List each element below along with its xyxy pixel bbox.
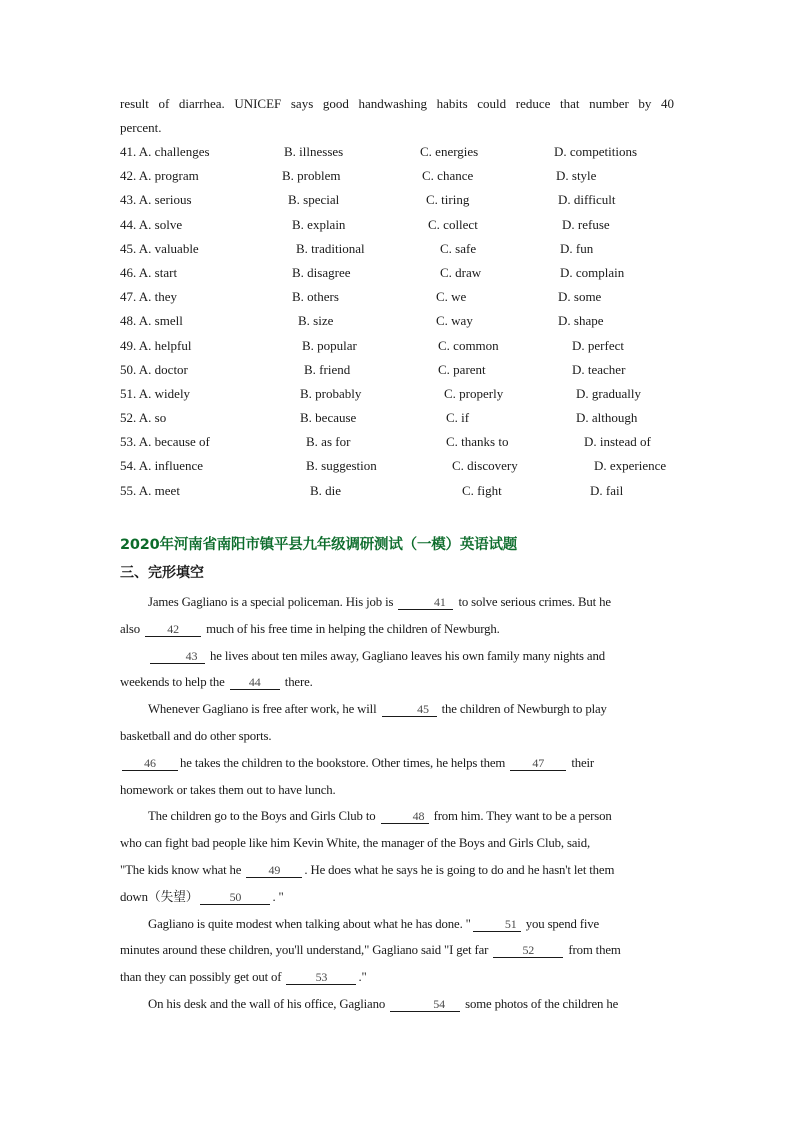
option-c: C. we — [436, 289, 467, 305]
blank-50: 50 — [200, 890, 270, 905]
cloze-passage — [120, 589, 674, 1018]
blank-48: 48 — [381, 809, 429, 824]
option-d: D. difficult — [558, 192, 616, 208]
blank-47: 47 — [510, 756, 566, 771]
blank-42: 42 — [145, 622, 201, 637]
option-c: C. chance — [422, 168, 474, 184]
option-b: B. popular — [302, 337, 357, 353]
option-b: B. die — [310, 482, 342, 498]
option-d: D. gradually — [576, 385, 641, 401]
passage-line: basketball and do other sports. — [120, 728, 272, 743]
question-row — [120, 261, 674, 285]
option-c: C. common — [438, 337, 499, 353]
option-b: B. friend — [304, 361, 351, 377]
option-c: C. thanks to — [446, 434, 509, 450]
option-b: B. others — [292, 289, 339, 305]
option-d: D. competitions — [554, 144, 638, 159]
option-a: 54. A. influence — [120, 458, 204, 474]
option-d: D. teacher — [572, 361, 626, 377]
option-b: B. suggestion — [306, 458, 377, 474]
blank-49: 49 — [246, 863, 302, 878]
blank-44: 44 — [230, 675, 280, 690]
option-a: 49. A. helpful — [120, 337, 192, 353]
option-a: 55. A. meet — [120, 482, 180, 498]
passage-line: homework or takes them out to have lunch. — [120, 782, 336, 797]
question-row — [120, 140, 674, 164]
question-row — [120, 358, 674, 382]
blank-46: 46 — [122, 756, 178, 771]
passage-line: James Gagliano is a special policeman. His job is 41 to solve serious crimes. But he — [148, 595, 611, 609]
option-b: B. traditional — [296, 240, 365, 256]
passage-line: minutes around these children, you'll understand," Gagliano said "I get far 52 from them — [120, 943, 621, 958]
option-a: 52. A. so — [120, 410, 167, 426]
option-a: 53. A. because of — [120, 434, 210, 450]
passage-line: On his desk and the wall of his office, Gagliano 54 some photos of the children he — [148, 996, 619, 1011]
option-b: B. disagree — [292, 264, 351, 280]
option-a: 44. A. solve — [120, 216, 183, 232]
question-row — [120, 406, 674, 430]
question-row — [120, 309, 674, 333]
option-b: B. probably — [300, 385, 362, 401]
option-a: 42. A. program — [120, 168, 199, 184]
option-d: D. although — [576, 410, 638, 426]
passage-line: 43 he lives about ten miles away, Gagliano leaves his own family many nights and — [120, 643, 674, 670]
intro-text — [120, 92, 674, 140]
option-a: 45. A. valuable — [120, 240, 199, 256]
passage-line: The children go to the Boys and Girls Club to 48 from him. They want to be a person — [148, 809, 612, 824]
question-row — [120, 430, 674, 454]
option-d: D. refuse — [562, 216, 610, 232]
question-row — [120, 237, 674, 261]
question-row — [120, 479, 674, 503]
question-block — [120, 92, 674, 503]
option-d: D. fail — [590, 482, 624, 498]
option-c: C. if — [446, 410, 470, 426]
passage-line: also 42 much of his free time in helping the children of Newburgh. — [120, 621, 500, 636]
exam-heading: 2020年河南省南阳市镇平县九年级调研测试（一模）英语试题 — [120, 537, 518, 553]
option-d: D. style — [556, 168, 597, 184]
option-c: C. parent — [438, 361, 486, 377]
question-row — [120, 188, 674, 212]
blank-43: 43 — [150, 649, 205, 664]
question-row — [120, 454, 674, 478]
passage-line: Whenever Gagliano is free after work, he will 45 the children of Newburgh to play — [148, 702, 607, 717]
option-c: C. way — [436, 313, 473, 329]
option-d: D. shape — [558, 313, 604, 329]
option-a: 46. A. start — [120, 264, 178, 280]
blank-54: 54 — [390, 997, 460, 1012]
option-d: D. perfect — [572, 337, 624, 353]
question-row — [120, 382, 674, 406]
passage-line: than they can possibly get out of 53 ." — [120, 970, 367, 985]
option-c: C. collect — [428, 216, 478, 232]
passage-line: 46 he takes the children to the bookstore. Other times, he helps them 47 their — [120, 750, 674, 777]
option-d: D. complain — [560, 264, 625, 280]
passage-line: "The kids know what he 49 . He does what he says he is going to do and he hasn't let them — [120, 862, 615, 877]
section-title: 三、完形填空 — [120, 565, 204, 581]
option-a: 41. A. challenges — [120, 144, 210, 159]
option-b: B. illnesses — [284, 144, 344, 159]
option-b: B. special — [288, 192, 340, 208]
option-a: 47. A. they — [120, 289, 178, 305]
intro-line-2: percent. — [120, 120, 162, 135]
blank-53: 53 — [286, 970, 356, 985]
option-a: 48. A. smell — [120, 313, 183, 329]
option-a: 50. A. doctor — [120, 361, 188, 377]
options-list — [120, 140, 674, 503]
option-c: C. fight — [462, 482, 502, 498]
passage-line: weekends to help the 44 there. — [120, 675, 313, 690]
option-b: B. because — [300, 410, 357, 426]
option-b: B. size — [298, 313, 334, 329]
blank-51: 51 — [473, 917, 521, 932]
option-c: C. energies — [420, 144, 479, 159]
question-row — [120, 334, 674, 358]
option-c: C. draw — [440, 264, 482, 280]
option-d: D. some — [558, 289, 602, 305]
blank-45: 45 — [382, 702, 437, 717]
option-a: 43. A. serious — [120, 192, 192, 208]
option-b: B. as for — [306, 434, 351, 450]
option-c: C. tiring — [426, 192, 470, 208]
option-b: B. explain — [292, 216, 346, 232]
option-a: 51. A. widely — [120, 385, 191, 401]
option-d: D. fun — [560, 240, 594, 256]
option-b: B. problem — [282, 168, 341, 184]
blank-52: 52 — [493, 943, 563, 958]
passage-line: Gagliano is quite modest when talking about what he has done. " 51 you spend five — [148, 916, 600, 931]
question-row — [120, 213, 674, 237]
blank-41: 41 — [398, 595, 453, 610]
option-c: C. discovery — [452, 458, 518, 474]
option-c: C. safe — [440, 240, 477, 256]
intro-line-1: result of diarrhea. UNICEF says good handwashing habits could reduce that number by 40 — [120, 96, 674, 111]
option-d: D. instead of — [584, 434, 651, 450]
question-row — [120, 164, 674, 188]
option-c: C. properly — [444, 385, 504, 401]
passage-line: down（失望） 50 . " — [120, 889, 284, 904]
question-row — [120, 285, 674, 309]
option-d: D. experience — [594, 458, 667, 474]
passage-line: who can fight bad people like him Kevin White, the manager of the Boys and Girls Club, said, — [120, 836, 591, 851]
